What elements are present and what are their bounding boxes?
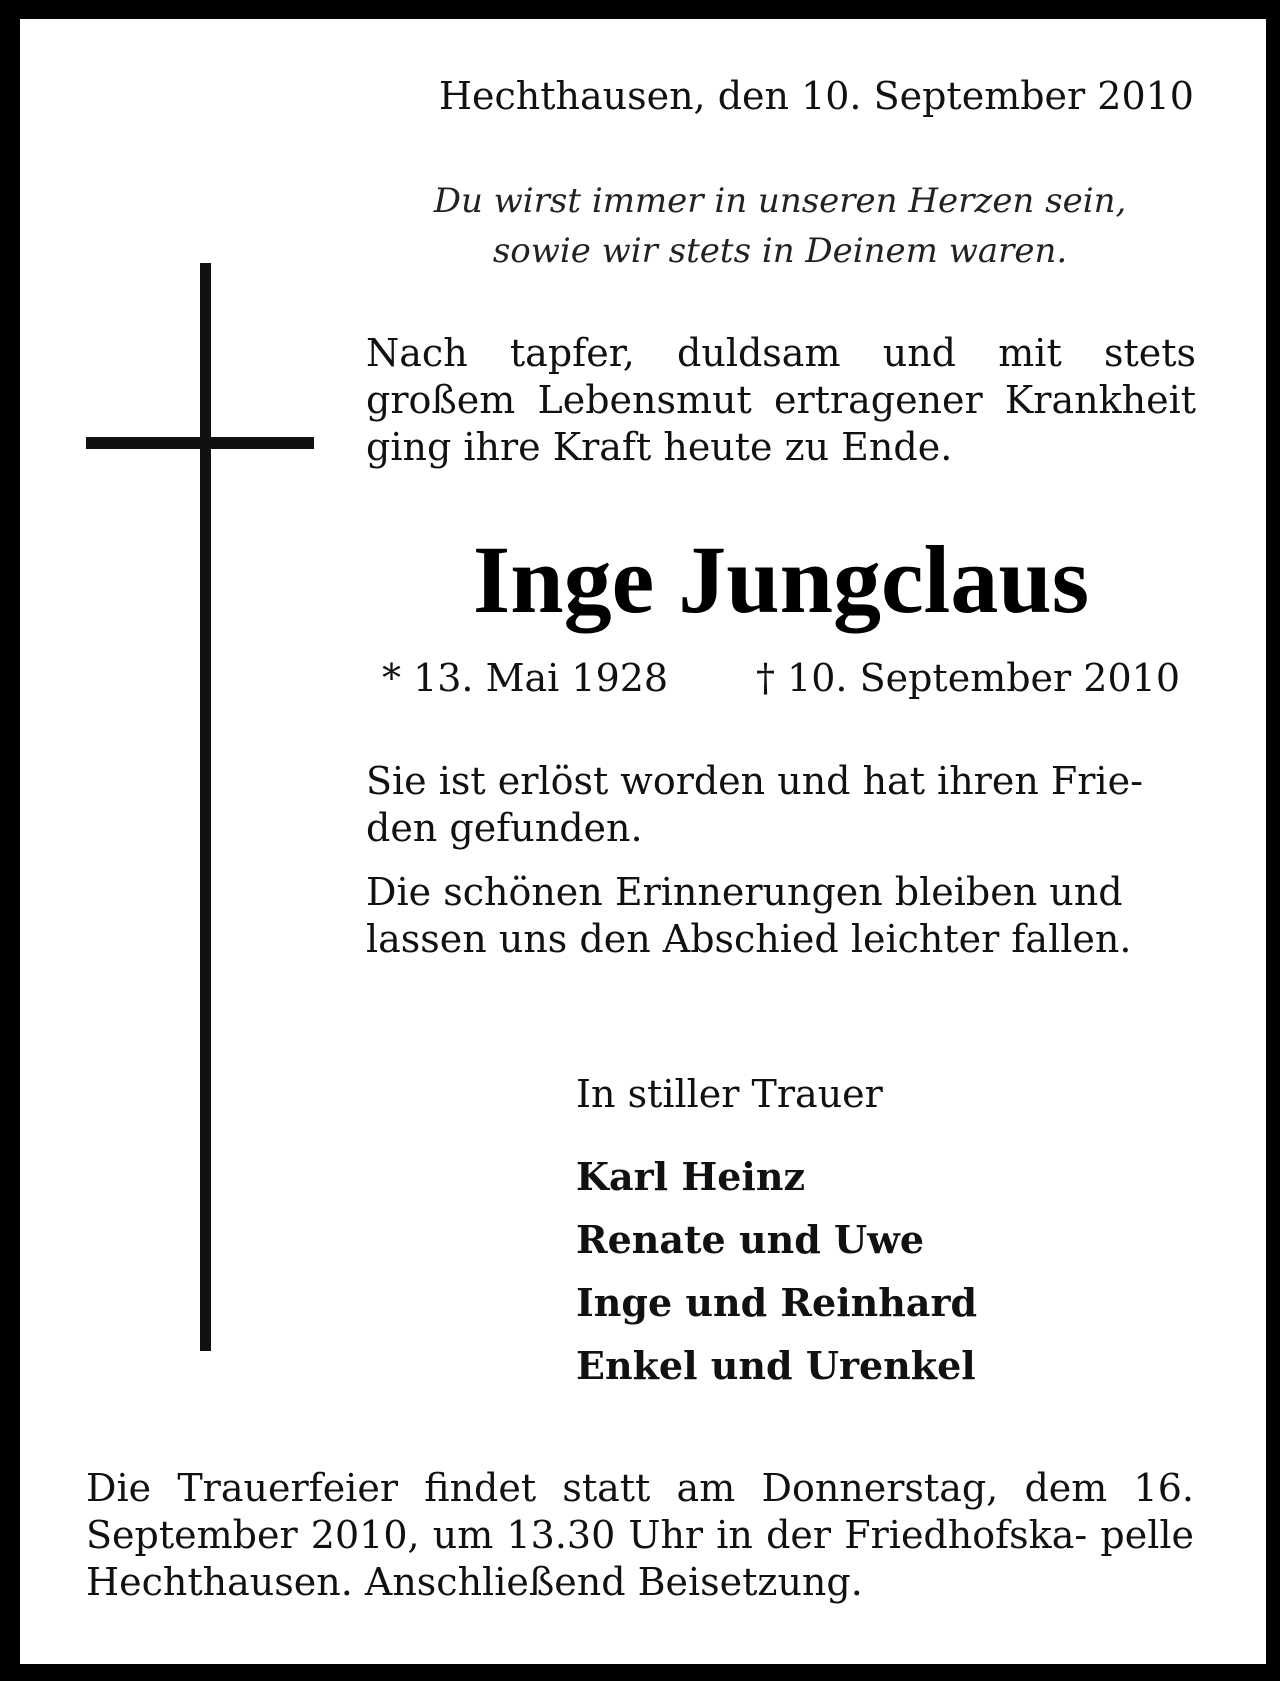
peace-paragraph (366, 758, 1196, 852)
memories-line-1: Die schönen Erinnerungen bleiben und (366, 870, 1123, 914)
deceased-name: Inge Jungclaus (472, 526, 1090, 633)
cross-icon-horizontal (86, 437, 314, 449)
memories-line-2: lassen uns den Abschied leichter fallen. (366, 917, 1132, 961)
verse-line-1: Du wirst immer in unseren Herzen sein, (433, 181, 1127, 221)
mourning-label: In stiller Trauer (576, 1072, 883, 1116)
place-date: Hechthausen, den 10. September 2010 (438, 74, 1194, 118)
memories-paragraph (366, 869, 1196, 963)
mourner-name: Inge und Reinhard (576, 1280, 978, 1325)
verse (366, 176, 1194, 276)
mourner-name: Karl Heinz (576, 1154, 806, 1199)
funeral-notice: Die Trauerfeier findet statt am Donnerstag, dem 16. September 2010, um 13.30 Uhr in der Friedhofska- pelle Hechthausen. Anschließend Beisetzung. (86, 1466, 1194, 1604)
intro-text: Nach tapfer, duldsam und mit stets großem Lebensmut ertragener Krankheit ging ihre Kraft heute zu Ende. (366, 331, 1196, 469)
mourner-name: Enkel und Urenkel (576, 1343, 976, 1388)
cross-icon-vertical (200, 263, 211, 1351)
peace-line-1: Sie ist erlöst worden und hat ihren Frie- (366, 759, 1143, 803)
death-date: † 10. September 2010 (756, 656, 1180, 700)
birth-date: * 13. Mai 1928 (382, 656, 669, 700)
mourners-list (576, 1153, 977, 1405)
mourner-name: Renate und Uwe (576, 1217, 925, 1262)
verse-line-2: sowie wir stets in Deinem waren. (492, 231, 1068, 271)
peace-line-2: den gefunden. (366, 806, 643, 850)
